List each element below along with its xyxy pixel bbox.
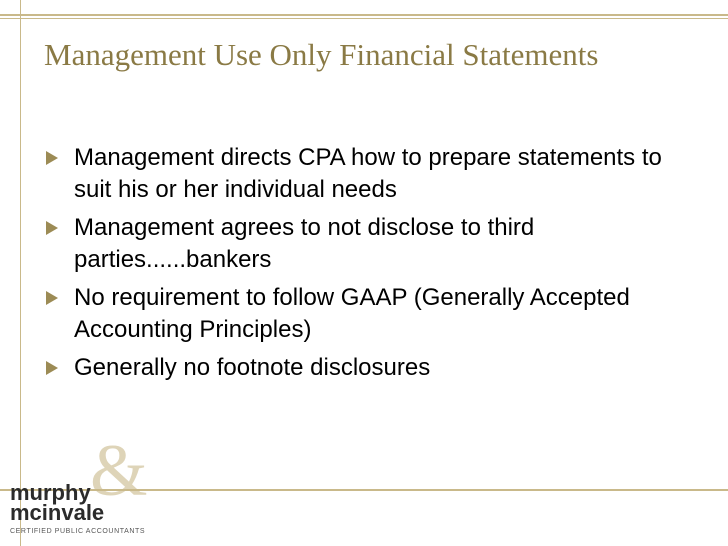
bullet-text: No requirement to follow GAAP (Generally Accepted Accounting Principles): [74, 284, 630, 343]
triangle-bullet-icon: [46, 221, 58, 235]
slide-title: Management Use Only Financial Statements: [44, 37, 599, 72]
bullet-item: [44, 212, 684, 276]
logo-word-mcinvale: mcinvale: [10, 500, 105, 525]
bullet-item: [44, 282, 684, 346]
logo-tagline: CERTIFIED PUBLIC ACCOUNTANTS: [10, 528, 146, 535]
triangle-bullet-icon: [46, 291, 58, 305]
bullet-list: [44, 142, 684, 390]
bullet-item: [44, 142, 684, 206]
company-logo: [10, 430, 160, 540]
logo-ampersand: &: [90, 430, 148, 512]
bullet-text: Management directs CPA how to prepare statements to suit his or her individual needs: [74, 144, 662, 203]
bullet-item: [44, 352, 684, 384]
logo-word-murphy: murphy: [10, 480, 91, 505]
triangle-bullet-icon: [46, 361, 58, 375]
bullet-text: Management agrees to not disclose to third parties......bankers: [74, 214, 535, 273]
bullet-text: Generally no footnote disclosures: [74, 354, 431, 381]
triangle-bullet-icon: [46, 151, 58, 165]
top-rule-thin: [0, 18, 728, 19]
top-rule: [0, 14, 728, 16]
